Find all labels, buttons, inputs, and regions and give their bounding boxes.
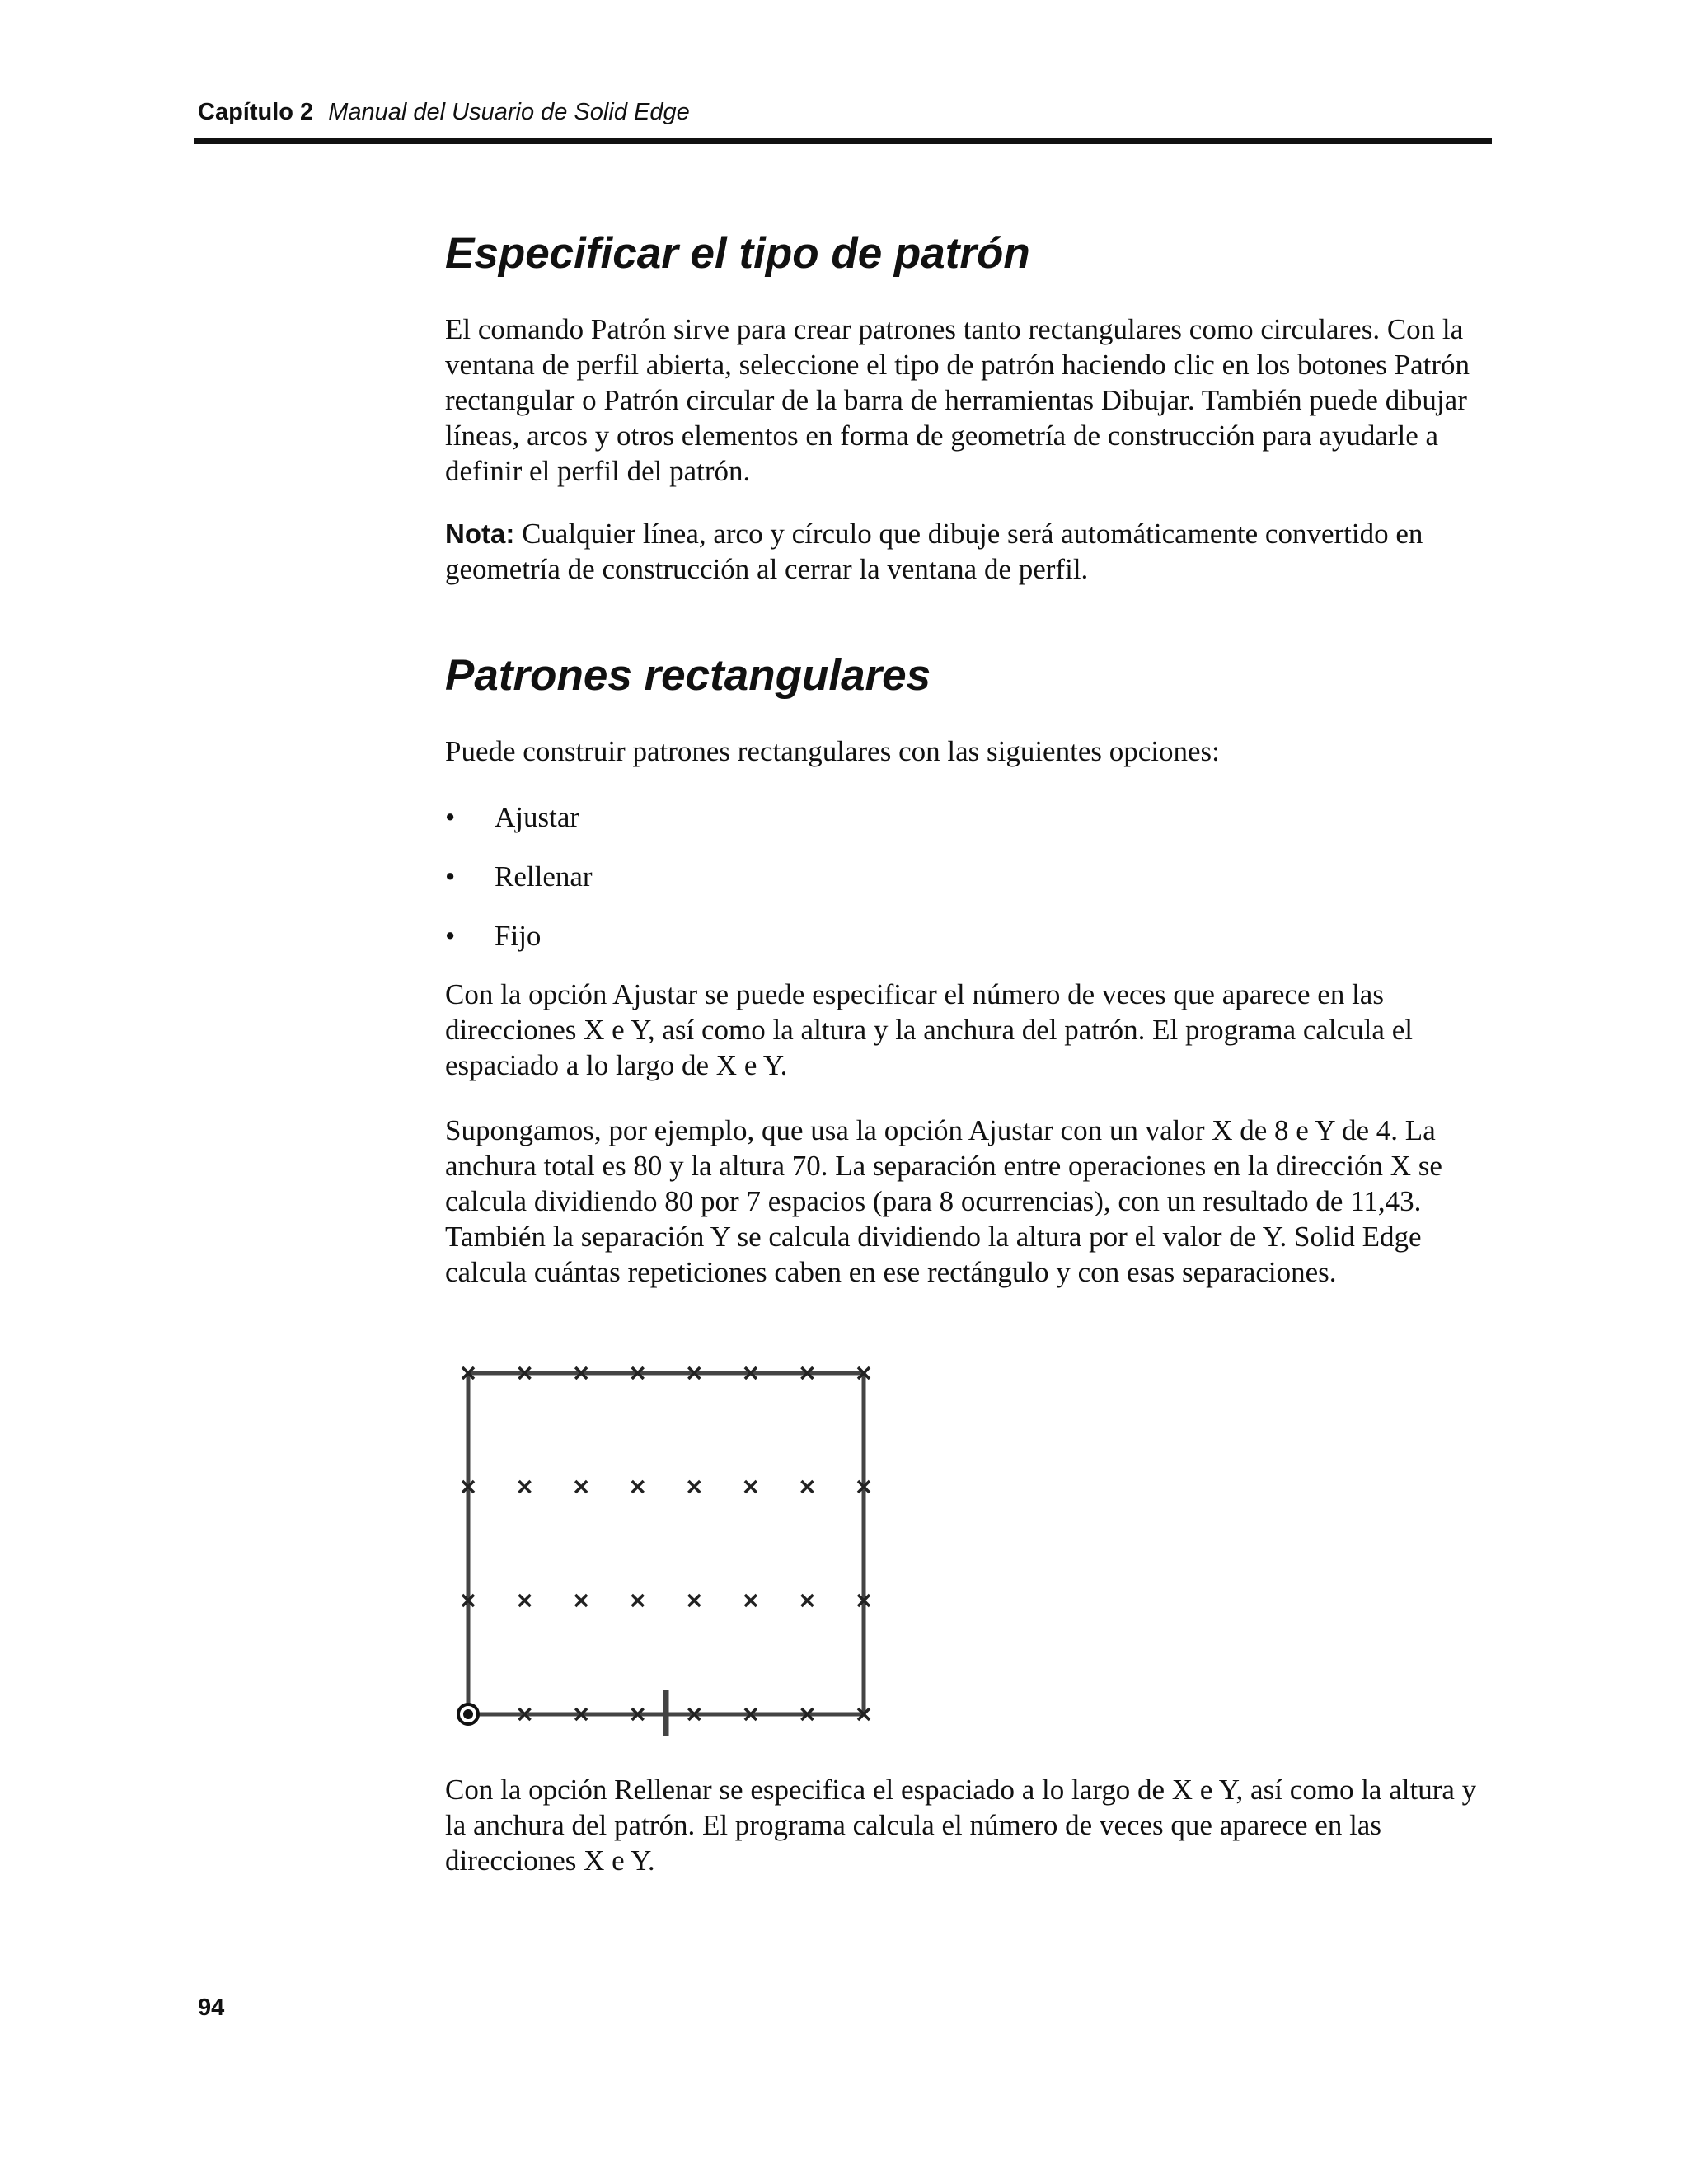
pattern-occurrence-mark — [632, 1481, 644, 1493]
pattern-occurrence-mark — [688, 1481, 700, 1493]
chapter-label: Capítulo 2 — [198, 99, 314, 125]
section-heading-pattern-type: Especificar el tipo de patrón — [445, 229, 1030, 278]
pattern-occurrence-mark — [745, 1481, 757, 1493]
origin-handle-icon — [458, 1704, 478, 1724]
paragraph-rellenar: Con la opción Rellenar se especifica el espaciado a lo largo de X e Y, así como la altura y la anchura del patrón. El programa calcula el número de veces que aparece en las direcciones X e Y. — [445, 1774, 1477, 1877]
section-heading-rectangular: Patrones rectangulares — [445, 651, 931, 700]
pattern-occurrence-mark — [575, 1481, 587, 1493]
bullet-glyph: • — [445, 920, 456, 952]
manual-title: Manual del Usuario de Solid Edge — [328, 99, 690, 125]
option-ajustar: Ajustar — [495, 801, 580, 833]
paragraph-options-intro: Puede construir patrones rectangulares con las siguientes opciones: — [445, 735, 1220, 767]
header-rule — [194, 138, 1492, 144]
paragraph-pattern-command: El comando Patrón sirve para crear patrones tanto rectangulares como circulares. Con la ventana de perfil abierta, seleccione el tipo de patrón haciendo clic en los botones Patrón rectangular o Patrón circular de la barra de herramientas Dibujar. También puede dibujar líneas, arcos y otros elementos en forma de geometría de construcción para ayudarle a definir el perfil del patrón. — [445, 313, 1470, 487]
bullet-glyph: • — [445, 860, 456, 893]
pattern-occurrence-mark — [575, 1595, 587, 1606]
note-text: Cualquier línea, arco y círculo que dibuje será automáticamente convertido en geometría de construcción al cerrar la ventana de perfil. — [445, 518, 1423, 585]
pattern-occurrence-mark — [519, 1595, 531, 1606]
note-label: Nota: — [445, 518, 515, 549]
pattern-occurrence-mark — [688, 1595, 700, 1606]
pattern-occurrence-mark — [519, 1481, 531, 1493]
rectangular-pattern-figure — [452, 1352, 880, 1747]
page-number: 94 — [198, 1994, 225, 2021]
option-rellenar: Rellenar — [495, 860, 593, 893]
pattern-occurrence-mark — [801, 1595, 813, 1606]
running-header — [198, 97, 690, 127]
pattern-occurrence-mark — [632, 1595, 644, 1606]
pattern-occurrence-mark — [745, 1595, 757, 1606]
note-paragraph — [445, 516, 1496, 587]
pattern-occurrence-mark — [801, 1481, 813, 1493]
paragraph-ajustar: Con la opción Ajustar se puede especificar el número de veces que aparece en las direcciones X e Y, así como la altura y la anchura del patrón. El programa calcula el espaciado a lo largo de X e Y. — [445, 978, 1413, 1081]
bullet-glyph: • — [445, 801, 456, 833]
option-fijo: Fijo — [495, 920, 542, 952]
pattern-boundary — [468, 1373, 864, 1714]
paragraph-example: Supongamos, por ejemplo, que usa la opción Ajustar con un valor X de 8 e Y de 4. La anchura total es 80 y la altura 70. La separación entre operaciones en la dirección X se calcula dividiendo 80 por 7 espacios (para 8 ocurrencias), con un resultado de 11,43. También la separación Y se calcula dividiendo la altura por el valor de Y. Solid Edge calcula cuántas repeticiones caben en ese rectángulo y con esas separaciones. — [445, 1114, 1442, 1288]
